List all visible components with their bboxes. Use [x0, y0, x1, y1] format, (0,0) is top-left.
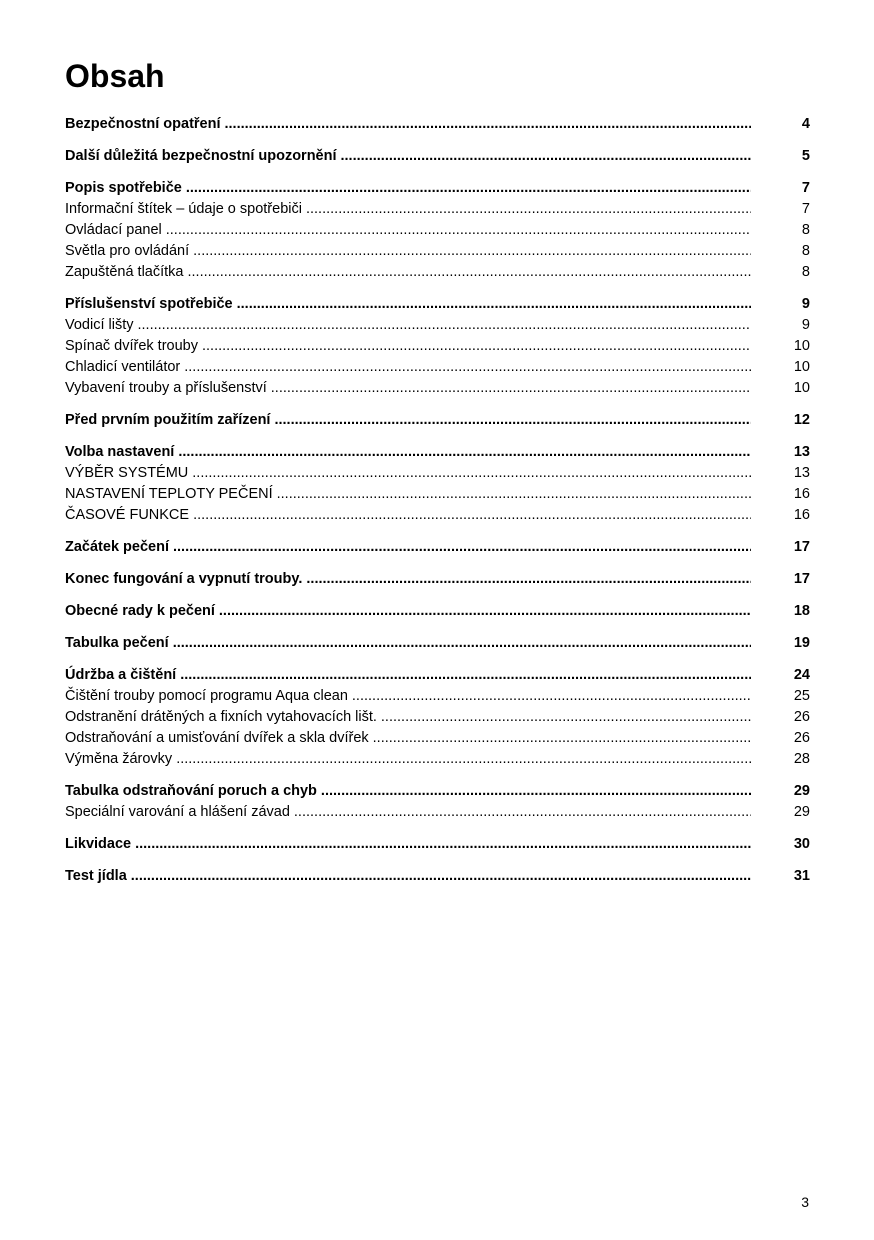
subsection-title: ČASOVÉ FUNKCE	[65, 507, 190, 523]
toc-subsection-entry	[65, 707, 810, 728]
page-ref: 8	[801, 222, 810, 238]
toc-subsection-entry	[65, 262, 810, 283]
dot-leader	[381, 707, 751, 728]
dot-leader	[184, 357, 751, 378]
toc-section	[65, 569, 810, 590]
dot-leader	[131, 866, 751, 887]
dot-leader	[321, 781, 751, 802]
subsection-title: Výměna žárovky	[65, 751, 173, 767]
toc-subsection-entry	[65, 686, 810, 707]
section-title: Konec fungování a vypnutí trouby.	[65, 571, 303, 587]
dot-leader	[166, 220, 751, 241]
subsection-title: Odstraňování a umisťování dvířek a skla dvířek	[65, 730, 369, 746]
section-title: Volba nastavení	[65, 444, 175, 460]
section-title: Před prvním použitím zařízení	[65, 412, 271, 428]
toc-section-entry	[65, 410, 810, 431]
toc-subsection-entry	[65, 484, 810, 505]
toc-section-entry	[65, 178, 810, 199]
page-ref: 5	[801, 148, 810, 164]
subsection-title: Ovládací panel	[65, 222, 162, 238]
section-title: Příslušenství spotřebiče	[65, 296, 233, 312]
page-ref: 13	[793, 444, 810, 460]
toc-section	[65, 410, 810, 431]
dot-leader	[294, 802, 751, 823]
page-ref: 16	[793, 486, 810, 502]
dot-leader	[193, 505, 751, 526]
toc-section	[65, 781, 810, 823]
dot-leader	[219, 601, 751, 622]
page-ref: 9	[801, 296, 810, 312]
dot-leader	[341, 146, 752, 167]
dot-leader	[180, 665, 751, 686]
toc-section	[65, 834, 810, 855]
toc-subsection-entry	[65, 749, 810, 770]
section-title: Tabulka odstraňování poruch a chyb	[65, 783, 317, 799]
dot-leader	[138, 315, 752, 336]
page-ref: 29	[793, 783, 810, 799]
dot-leader	[306, 199, 751, 220]
section-title: Obecné rady k pečení	[65, 603, 215, 619]
page-ref: 12	[793, 412, 810, 428]
dot-leader	[192, 463, 751, 484]
toc-subsection-entry	[65, 728, 810, 749]
dot-leader	[352, 686, 751, 707]
toc-section	[65, 665, 810, 770]
page-ref: 28	[793, 751, 810, 767]
toc-section-entry	[65, 781, 810, 802]
dot-leader	[178, 442, 751, 463]
section-title: Popis spotřebiče	[65, 180, 182, 196]
subsection-title: Speciální varování a hlášení závad	[65, 804, 290, 820]
section-title: Likvidace	[65, 836, 132, 852]
dot-leader	[237, 294, 751, 315]
table-of-contents	[65, 114, 810, 898]
section-title: Další důležitá bezpečnostní upozornění	[65, 148, 337, 164]
toc-section	[65, 178, 810, 283]
page-ref: 16	[793, 507, 810, 523]
dot-leader	[225, 114, 752, 135]
toc-section-entry	[65, 114, 810, 135]
dot-leader	[306, 569, 751, 590]
toc-section	[65, 866, 810, 887]
section-title: Test jídla	[65, 868, 127, 884]
page-ref: 18	[793, 603, 810, 619]
page-ref: 30	[793, 836, 810, 852]
page-title: Obsah	[65, 58, 165, 94]
page-number: 3	[801, 1194, 809, 1210]
toc-subsection-entry	[65, 505, 810, 526]
toc-subsection-entry	[65, 220, 810, 241]
subsection-title: Zapuštěná tlačítka	[65, 264, 184, 280]
toc-section-entry	[65, 146, 810, 167]
page-ref: 19	[793, 635, 810, 651]
page-ref: 8	[801, 243, 810, 259]
page-ref: 10	[793, 359, 810, 375]
toc-section	[65, 294, 810, 399]
section-title: Bezpečnostní opatření	[65, 116, 221, 132]
page-ref: 4	[801, 116, 810, 132]
toc-subsection-entry	[65, 315, 810, 336]
page-ref: 29	[793, 804, 810, 820]
toc-subsection-entry	[65, 199, 810, 220]
toc-section-entry	[65, 601, 810, 622]
dot-leader	[274, 410, 751, 431]
page-ref: 26	[793, 730, 810, 746]
toc-subsection-entry	[65, 241, 810, 262]
page-ref: 9	[801, 317, 810, 333]
dot-leader	[135, 834, 751, 855]
toc-section-entry	[65, 442, 810, 463]
page-ref: 26	[793, 709, 810, 725]
dot-leader	[277, 484, 751, 505]
toc-section-entry	[65, 866, 810, 887]
toc-subsection-entry	[65, 357, 810, 378]
toc-section-entry	[65, 537, 810, 558]
page-ref: 31	[793, 868, 810, 884]
toc-subsection-entry	[65, 336, 810, 357]
subsection-title: Čištění trouby pomocí programu Aqua clean	[65, 688, 348, 704]
page-ref: 17	[793, 539, 810, 555]
toc-section-entry	[65, 834, 810, 855]
toc-section-entry	[65, 294, 810, 315]
page-ref: 7	[801, 180, 810, 196]
toc-section	[65, 601, 810, 622]
page-ref: 10	[793, 338, 810, 354]
subsection-title: NASTAVENÍ TEPLOTY PEČENÍ	[65, 486, 273, 502]
page-ref: 13	[793, 465, 810, 481]
page-ref: 25	[793, 688, 810, 704]
section-title: Údržba a čištění	[65, 667, 177, 683]
subsection-title: VÝBĚR SYSTÉMU	[65, 465, 189, 481]
dot-leader	[202, 336, 751, 357]
subsection-title: Chladicí ventilátor	[65, 359, 181, 375]
page-ref: 7	[801, 201, 810, 217]
toc-section	[65, 442, 810, 526]
section-title: Tabulka pečení	[65, 635, 169, 651]
page-ref: 17	[793, 571, 810, 587]
dot-leader	[186, 178, 751, 199]
subsection-title: Spínač dvířek trouby	[65, 338, 198, 354]
toc-section	[65, 114, 810, 135]
dot-leader	[173, 537, 751, 558]
toc-section-entry	[65, 665, 810, 686]
toc-section	[65, 633, 810, 654]
dot-leader	[173, 633, 751, 654]
toc-subsection-entry	[65, 463, 810, 484]
dot-leader	[188, 262, 752, 283]
subsection-title: Informační štítek – údaje o spotřebiči	[65, 201, 302, 217]
page-ref: 8	[801, 264, 810, 280]
dot-leader	[176, 749, 751, 770]
subsection-title: Vybavení trouby a příslušenství	[65, 380, 267, 396]
page-ref: 24	[793, 667, 810, 683]
subsection-title: Vodicí lišty	[65, 317, 134, 333]
subsection-title: Odstranění drátěných a fixních vytahovacích lišt.	[65, 709, 377, 725]
toc-section	[65, 537, 810, 558]
toc-section-entry	[65, 633, 810, 654]
dot-leader	[373, 728, 751, 749]
toc-section	[65, 146, 810, 167]
toc-subsection-entry	[65, 378, 810, 399]
page-ref: 10	[793, 380, 810, 396]
toc-subsection-entry	[65, 802, 810, 823]
toc-section-entry	[65, 569, 810, 590]
dot-leader	[193, 241, 751, 262]
subsection-title: Světla pro ovládání	[65, 243, 190, 259]
section-title: Začátek pečení	[65, 539, 169, 555]
dot-leader	[271, 378, 751, 399]
